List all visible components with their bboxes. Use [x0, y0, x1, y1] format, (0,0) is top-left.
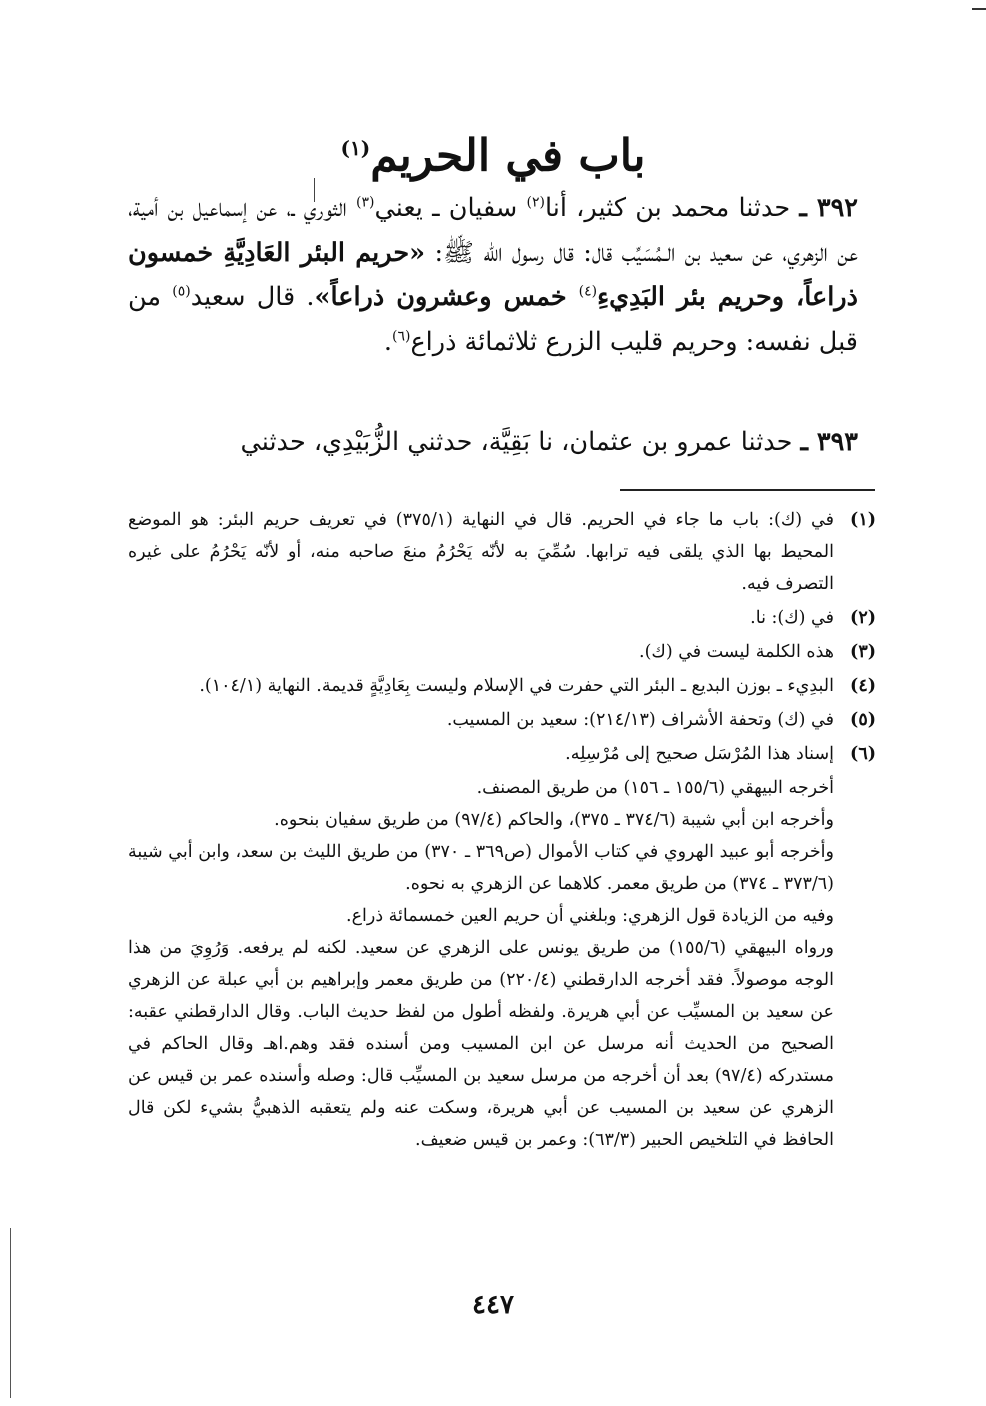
- hadith-quote: خمس وعشرون ذراعاً»: [314, 282, 579, 312]
- page-number: ٤٤٧: [472, 1290, 514, 1320]
- footnote: [128, 670, 876, 702]
- footnote-paragraph: أخرجه البيهقي (١٥٥/٦ ـ ١٥٦) من طريق المصنف.: [476, 778, 834, 798]
- hadith-number: ٣٩٣ ـ: [800, 427, 858, 457]
- footnote-ref: (٦): [391, 328, 411, 344]
- footnote-text: البدِيء ـ بوزن البديع ـ البئر التي حفرت في الإسلام وليست بِعَادِيَّةٍ قديمة. النهاية (١٠٤/١).: [199, 676, 834, 696]
- footnote-text: في (ك): باب ما جاء في الحريم. قال في النهاية (٣٧٥/١) في تعريف حريم البئر: هو الموضع المحيط بها الذي يلقى فيه ترابها. سُمِّيَ به لأنّه يَحْرُمُ منعَ صاحبه منه، أو لأنّه يَحْرُمُ على غيره التصرف فيه.: [128, 510, 835, 594]
- footnote-ref: (٥): [172, 283, 191, 300]
- hadith-392: [128, 186, 858, 364]
- hadith-text: من قبل نفسه: وحريم قليب الزرع ثلاثمائة ذراع: [128, 282, 858, 357]
- footnote-number: (٣): [850, 642, 876, 662]
- footnote: [128, 504, 876, 600]
- footnote-paragraph: وأخرجه أبو عبيد الهروي في كتاب الأموال (ص٣٦٩ ـ ٣٧٠) من طريق الليث بن سعد، وابن أبي شيبة (٣٧٣/٦ ـ ٣٧٤) من طريق معمر. كلاهما عن الزهري به نحوه.: [128, 842, 834, 894]
- footnote: [128, 602, 876, 634]
- footnote-ref: (١): [340, 136, 371, 160]
- footnote-paragraph: ورواه البيهقي (١٥٥/٦) من طريق يونس على الزهري عن سعيد. لكنه لم يرفعه. وَرُوِيَ من هذا الوجه موصولاً. فقد أخرجه الدارقطني (٢٢٠/٤) من طريق معمر وإبراهيم بن أبي عبلة عن الزهري عن سعيد بن المسيِّب عن أبي هريرة. ولفظه أطول من لفظ حديث الباب. وقال الدارقطني عقبه: الصحيح من الحديث أنه مرسل عن ابن المسيب ومن أسنده فقد وهم.اهـ وقال الحاكم في مستدركه (٩٧/٤) بعد أن أخرجه من مرسل سعيد بن المسيِّب قال: وصله وأسنده عمر بن قيس عن الزهري عن سعيد بن المسيب عن أبي هريرة، وسكت عنه ولم يتعقبه الذهبيُّ بشيء لكن قال الحافظ في التلخيص الحبير (٦٣/٣): وعمر بن قيس ضعيف.: [128, 938, 835, 1150]
- hadith-text: . قال سعيد: [190, 282, 315, 312]
- hadith-text: .: [383, 326, 392, 357]
- footnote-ref: (٣): [356, 194, 375, 211]
- footnote-number: (٦): [850, 744, 876, 764]
- footnote-text: هذه الكلمة ليست في (ك).: [639, 642, 834, 662]
- footnote-number: (١): [850, 510, 876, 530]
- footnote-separator: [620, 489, 875, 491]
- footnotes: [128, 504, 876, 1156]
- footnote-text: في (ك): نا.: [750, 608, 834, 628]
- footnote-ref: (٤): [578, 283, 598, 300]
- hadith-text: سفيان ـ يعني: [374, 193, 527, 223]
- hadith-number: ٣٩٢ ـ: [799, 193, 858, 223]
- footnote: [128, 704, 876, 736]
- hadith-text: الثوري ـ، عن إسماعيل بن أمية، عن الزهري، عن سعيد بن الـمُسَيِّب قال: قال رسول الله ﷺ:: [128, 193, 858, 268]
- hadith-text: حدثنا عمرو بن عثمان، نا بَقِيَّة، حدثني الزُّبَيْدِي، حدثني: [240, 427, 801, 457]
- hadith-393: [128, 420, 858, 465]
- chapter-title-text: باب في الحريم: [370, 130, 646, 182]
- scan-edge-mark: [972, 8, 986, 10]
- footnote-text: إسناد هذا المُرْسَل صحيح إلى مُرْسِلِه.: [565, 744, 834, 764]
- footnote-paragraph: وأخرجه ابن أبي شيبة (٣٧٤/٦ ـ ٣٧٥)، والحاكم (٩٧/٤) من طريق سفيان بنحوه.: [274, 810, 834, 830]
- footnote-text: في (ك) وتحفة الأشراف (٢١٤/١٣): سعيد بن المسيب.: [446, 710, 834, 730]
- footnote-number: (٤): [850, 676, 876, 696]
- hadith-quote: «حريم البئر العَادِيَّةِ خمسون ذراعاً، وحريم بئر البَدِيءِ: [128, 237, 858, 312]
- footnote-number: (٥): [850, 710, 876, 730]
- footnote-paragraph: وفيه من الزيادة قول الزهري: وبلغني أن حريم العين خمسمائة ذراع.: [346, 906, 834, 926]
- footnote: [128, 636, 876, 668]
- footnote-6-continuation: [128, 772, 876, 1156]
- footnote-ref: (٢): [526, 194, 545, 211]
- chapter-title: [0, 118, 986, 187]
- hadith-text: حدثنا محمد بن كثير، أنا: [544, 193, 800, 223]
- footnote-number: (٢): [850, 608, 876, 628]
- footnote: [128, 738, 876, 770]
